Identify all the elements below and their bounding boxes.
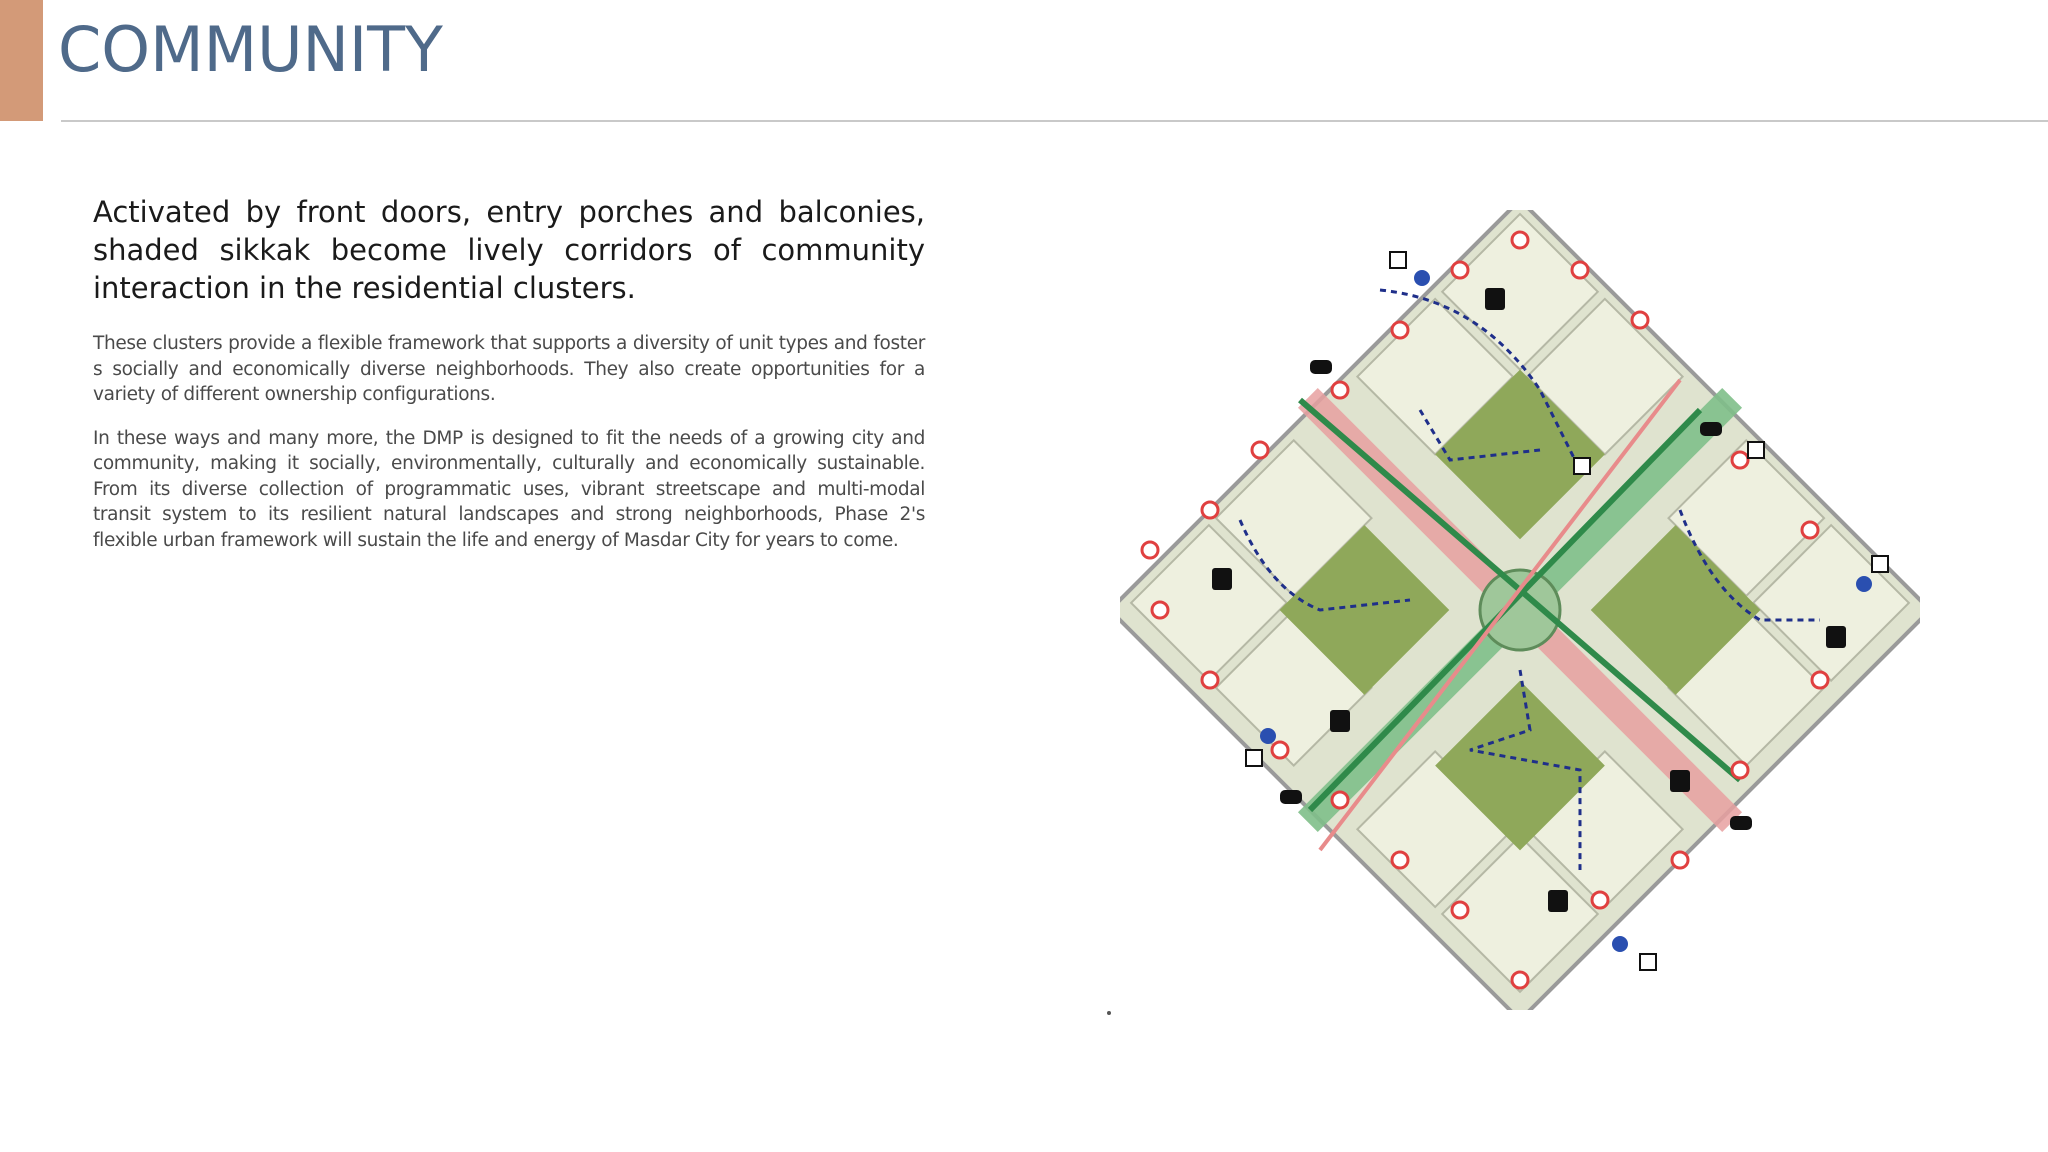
stray-dot [1107,1011,1111,1015]
body-paragraph-2: In these ways and many more, the DMP is designed to fit the needs of a growing city and community, making it socially, environmentally, culturally and economically sustainable. From its diverse collection of programmatic uses, vibrant streetscape and multi-modal transit system to its resilient natural landscapes and strong neighborhoods, Phase 2's flexible urban framework will sustain the life and energy of Masdar City for years to come. [93,427,925,551]
cluster-diagram [1120,210,1920,1010]
lead-paragraph: Activated by front doors, entry porches and balconies, shaded sikkak become lively corridors of community interaction in the residential clusters. [93,195,925,305]
text-column [93,193,925,571]
title-accent-bar [0,0,43,121]
body-paragraph-1: These clusters provide a flexible framework that supports a diversity of unit types and foster s socially and economically diverse neighborhoods. They also create opportunities for a variety of different ownership configurations. [93,333,925,405]
title-divider [61,120,2048,122]
page-title: COMMUNITY [58,13,443,86]
